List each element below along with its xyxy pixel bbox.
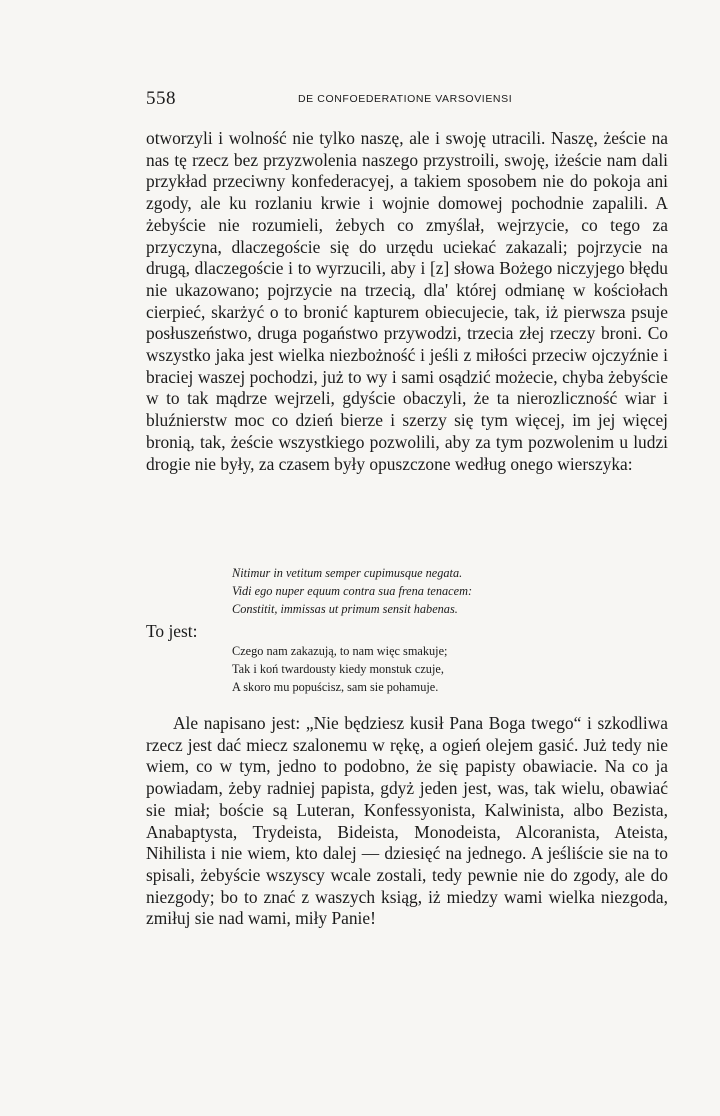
latin-verse-line-2: Vidi ego nuper equum contra sua frena tenacem:	[232, 584, 473, 598]
polish-verse-line-1: Czego nam zakazują, to nam więc smakuje;	[232, 644, 448, 658]
polish-verse	[232, 642, 447, 696]
paragraph-1: otworzyli i wolność nie tylko naszę, ale i swoję utracili. Naszę, żeście na nas tę rzecz bez przyzwolenia naszego przystroili, swoję, iżeście nam dali przykład przeciwny konfederacyej, a takiem sposobem nie do pokoja ani zgody, ale ku rozlaniu krwie i wojnie domowej pochodnie zapalili. A żebyście nie rozumieli, żebych co zmyślał, wejrzycie, co tego za przyczyna, dlaczegoście się do urzędu uciekać zakazali; pojrzycie na drugą, dlaczegoście i to wyrzucili, aby i [z] słowa Bożego niczyjego błędu nie ukazowano; pojrzycie na trzecią, dla' której odmianę w kościołach cierpieć, skarżyć o to bronić kapturem obiecujecie, tak, iż pierwsza psuje posłuszeństwo, druga pogaństwo przywodzi, trzecia złej rzeczy broni. Co wszystko jaka jest wielka niezbożność i jeśli z miłości przeciw ojczyźnie i braciej waszej pochodzi, już to wy i sami osądzić możecie, chyba żebyście w to tak mądrze wejrzeli, gdyście obaczyli, że ta nierozliczność wiar i bluźnierstw moc co dzień bierze i szerzy się tym więcej, im jej więcej bronią, tak, żeście wszystkiego pozwolili, aby za tym pozwolenim u ludzi drogie nie były, za czasem były opuszczone według onego wierszyka:	[146, 128, 668, 474]
page-number: 558	[146, 88, 176, 109]
polish-verse-line-2: Tak i koń twardousty kiedy monstuk czuje,	[232, 662, 444, 676]
polish-verse-line-3: A skoro mu popuścisz, sam sie pohamuje.	[232, 680, 439, 694]
paragraph-2: Ale napisano jest: „Nie będziesz kusił Pana Boga twego“ i szkodliwa rzecz jest dać miecz szalonemu w rękę, a ogień olejem gasić. Już tedy nie wiem, co w tym, jedno to podobno, że się papisty obawiacie. Na co ja powiadam, żeby radniej papista, gdyż jeden jest, was, tak wielu, obawiać sie miał; boście są Luteran, Konfessyonista, Kalwinista, albo Bezista, Anabaptysta, Trydeista, Bideista, Monodeista, Alcoranista, Ateista, Nihilista i nie wiem, kto dalej — dziesięć na jednego. A jeśliście sie na to spisali, żebyście wszyscy wcale zostali, tedy pewnie nie do zgody, ale do niezgody; bo to znać z waszych ksiąg, iż miedzy wami wielka niezgoda, zmiłuj sie nad wami, miły Panie!	[146, 713, 668, 929]
running-title: DE CONFOEDERATIONE VARSOVIENSI	[298, 93, 513, 105]
latin-verse	[232, 564, 472, 618]
latin-verse-line-1: Nitimur in vetitum semper cupimusque negata.	[232, 566, 463, 580]
latin-verse-line-3: Constitit, immissas ut primum sensit habenas.	[232, 602, 458, 616]
to-jest-label: To jest:	[146, 621, 198, 641]
